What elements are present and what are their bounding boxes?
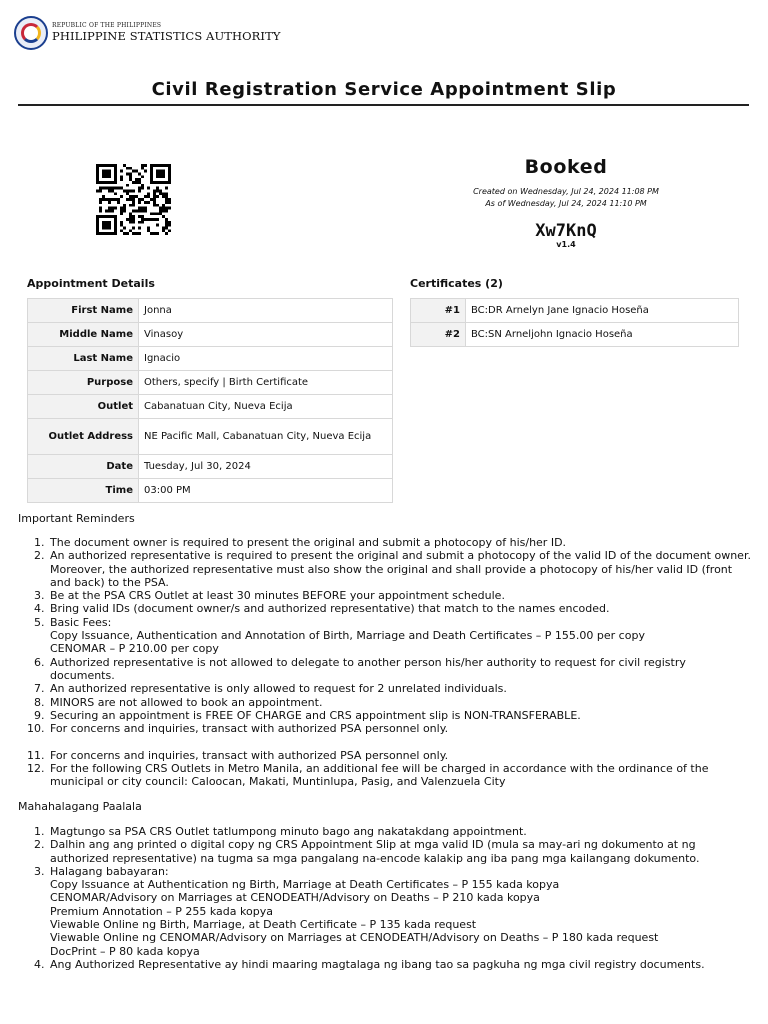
certificates-table xyxy=(410,298,739,347)
list-item: 9. Securing an appointment is FREE OF CHARGE and CRS appointment slip is NON-TRANSFERABLE. xyxy=(48,709,753,722)
fee-line: Viewable Online ng CENOMAR/Advisory on Marriages at CENODEATH/Advisory on Deaths – P 180 kada request xyxy=(50,931,659,945)
status-panel xyxy=(442,156,690,250)
list-item: 1. Magtungo sa PSA CRS Outlet tatlumpong minuto bago ang nakatakdang appointment. xyxy=(48,825,753,838)
table-row xyxy=(28,371,393,395)
table-row xyxy=(28,347,393,371)
qr-code-icon xyxy=(96,164,171,235)
list-item: 12. For the following CRS Outlets in Metro Manila, an additional fee will be charged in accordance with the ordinance of the municipal or city council: Caloocan, Makati, Muntinlupa, Pasig, and Valenzuela City xyxy=(48,762,753,789)
psa-logo xyxy=(14,16,281,50)
table-row xyxy=(411,299,739,323)
table-row xyxy=(28,479,393,503)
row-label: First Name xyxy=(28,299,139,323)
certificates-heading: Certificates (2) xyxy=(410,277,503,290)
fee-line: Viewable Online ng Birth, Marriage, at Death Certificate – P 135 kada request xyxy=(50,918,477,932)
reference-code: Xw7KnQ xyxy=(535,221,597,241)
list-item xyxy=(48,616,753,656)
list-item: 2. Dalhin ang ang printed o digital copy ng CRS Appointment Slip at mga valid ID (mula sa may-ari ng dokumento at ng authorized representative) na tugma sa mga pangalang na-encode kalakip ang iba pang mga kailangang dokumento. xyxy=(48,838,753,865)
row-value: Cabanatuan City, Nueva Ecija xyxy=(139,395,393,419)
table-row xyxy=(28,455,393,479)
fee-line: CENOMAR – P 210.00 per copy xyxy=(50,642,219,656)
row-value: NE Pacific Mall, Cabanatuan City, Nueva Ecija xyxy=(139,419,393,455)
paalala-heading: Mahahalagang Paalala xyxy=(18,800,142,813)
row-value: 03:00 PM xyxy=(139,479,393,503)
row-value: Vinasoy xyxy=(139,323,393,347)
fee-line: Copy Issuance, Authentication and Annotation of Birth, Marriage and Death Certificates – P 155.00 per copy xyxy=(50,629,645,643)
certificate-number: #2 xyxy=(411,323,466,347)
row-label: Last Name xyxy=(28,347,139,371)
row-value: Others, specify | Birth Certificate xyxy=(139,371,393,395)
certificate-number: #1 xyxy=(411,299,466,323)
fee-line: Premium Annotation – P 255 kada kopya xyxy=(50,904,273,918)
certificate-value: BC:DR Arnelyn Jane Ignacio Hoseña xyxy=(466,299,739,323)
table-row xyxy=(28,419,393,455)
as-of-timestamp: As of Wednesday, Jul 24, 2024 11:10 PM xyxy=(485,199,647,208)
table-row xyxy=(411,323,739,347)
certificate-value: BC:SN Arneljohn Ignacio Hoseña xyxy=(466,323,739,347)
list-item: 2. An authorized representative is required to present the original and submit a photocopy of the valid ID of the document owner. Moreover, the authorized representative must also show the original and shall provide a photocopy of his/her valid ID (front and back) to the PSA. xyxy=(48,549,753,589)
table-row xyxy=(28,395,393,419)
row-label: Outlet Address xyxy=(28,419,139,455)
table-row xyxy=(28,299,393,323)
list-item: 7. An authorized representative is only allowed to request for 2 unrelated individuals. xyxy=(48,682,753,695)
row-label: Middle Name xyxy=(28,323,139,347)
list-item: 10. For concerns and inquiries, transact with authorized PSA personnel only. xyxy=(48,722,753,735)
table-row xyxy=(28,323,393,347)
row-value: Tuesday, Jul 30, 2024 xyxy=(139,455,393,479)
appointment-details-table xyxy=(27,298,393,503)
row-value: Ignacio xyxy=(139,347,393,371)
fees-label: Halagang babayaran: xyxy=(50,864,169,878)
list-item: 4. Ang Authorized Representative ay hindi maaring magtalaga ng ibang tao sa pagkuha ng mga civil registry documents. xyxy=(48,958,753,971)
list-item xyxy=(48,865,753,958)
row-label: Purpose xyxy=(28,371,139,395)
list-item: 11. For concerns and inquiries, transact with authorized PSA personnel only. xyxy=(48,749,753,762)
logo-republic-text: REPUBLIC OF THE PHILIPPINES xyxy=(52,22,162,30)
list-item: 3. Be at the PSA CRS Outlet at least 30 minutes BEFORE your appointment schedule. xyxy=(48,589,753,602)
important-reminders-heading: Important Reminders xyxy=(18,512,135,525)
paalala-list xyxy=(18,825,753,971)
list-spacer xyxy=(48,735,753,748)
row-label: Time xyxy=(28,479,139,503)
created-timestamp: Created on Wednesday, Jul 24, 2024 11:08 PM xyxy=(473,187,659,196)
list-item: 4. Bring valid IDs (document owner/s and authorized representative) that match to the names encoded. xyxy=(48,602,753,615)
page-title: Civil Registration Service Appointment Slip xyxy=(151,79,617,100)
fee-line: DocPrint – P 80 kada kopya xyxy=(50,944,200,958)
title-divider xyxy=(18,104,749,106)
status-badge: Booked xyxy=(524,156,608,178)
psa-seal-icon xyxy=(14,16,48,50)
list-item: 8. MINORS are not allowed to book an appointment. xyxy=(48,696,753,709)
version-label: v1.4 xyxy=(556,240,576,249)
logo-agency-name: PHILIPPINE STATISTICS AUTHORITY xyxy=(52,29,281,44)
fee-line: CENOMAR/Advisory on Marriages at CENODEATH/Advisory on Deaths – P 210 kada kopya xyxy=(50,891,540,905)
list-item: 1. The document owner is required to present the original and submit a photocopy of his/her ID. xyxy=(48,536,753,549)
reminders-list xyxy=(18,536,753,789)
appointment-details-heading: Appointment Details xyxy=(27,277,155,290)
row-label: Date xyxy=(28,455,139,479)
list-item: 6. Authorized representative is not allowed to delegate to another person his/her authority to request for civil registry documents. xyxy=(48,656,753,683)
fees-label: Basic Fees: xyxy=(50,615,112,629)
row-value: Jonna xyxy=(139,299,393,323)
fee-line: Copy Issuance at Authentication ng Birth, Marriage at Death Certificates – P 155 kada kopya xyxy=(50,878,560,892)
row-label: Outlet xyxy=(28,395,139,419)
